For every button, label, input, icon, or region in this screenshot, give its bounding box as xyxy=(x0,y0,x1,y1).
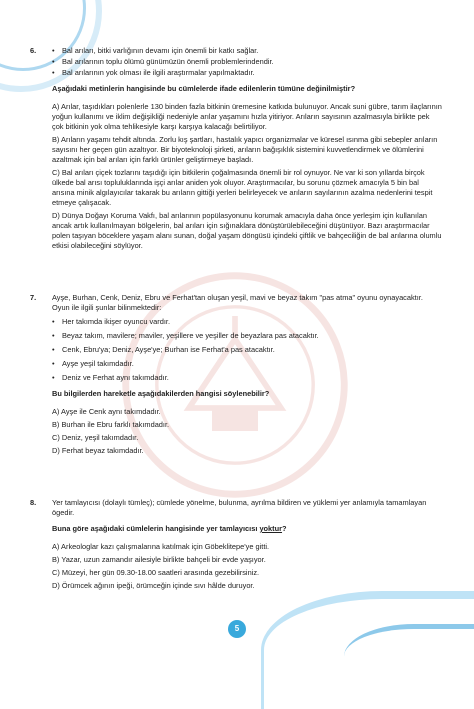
option-a[interactable] xyxy=(52,102,442,132)
question-number: 8. xyxy=(30,498,37,507)
question-7-intro: Ayşe, Burhan, Cenk, Deniz, Ebru ve Ferhat'tan oluşan yeşil, mavi ve beyaz takım "pas atma" oyunu oynayacaktır. Oyun ile ilgili şunlar bilinmektedir: xyxy=(52,293,423,312)
option-label: D) xyxy=(52,211,60,220)
question-8-stem xyxy=(52,524,442,534)
option-d[interactable] xyxy=(52,581,442,591)
option-c[interactable] xyxy=(52,168,442,208)
question-7-bullets xyxy=(52,317,442,383)
option-text: Yazar, uzun zamandır ailesiyle birlikte bahçeli bir evde yaşıyor. xyxy=(61,555,266,564)
question-6-stem: Aşağıdaki metinlerin hangisinde bu cümlelerde ifade edilenlerin tümüne değinilmiştir? xyxy=(52,84,356,93)
question-7-stem: Bu bilgilerden hareketle aşağıdakilerden hangisi söylenebilir? xyxy=(52,389,270,398)
option-d[interactable] xyxy=(52,446,442,456)
bullet-item: • Beyaz takım, mavilere; maviler, yeşillere ve yeşiller de beyazlara pas atacaktır. xyxy=(52,331,442,341)
option-text: Müzeyi, her gün 09.30-18.00 saatleri arasında gezebilirsiniz. xyxy=(61,568,260,577)
option-text: Örümcek ağının ipeği, örümceğin içinde sıvı hâlde duruyor. xyxy=(61,581,255,590)
option-text: Dünya Doğayı Koruma Vakfı, bal arılarının popülasyonunu korumak amacıyla daha önce yerleşim için kullanılan ancak artık kullanılmayan bölgelerin, bal arıları için sığınaklara dönüştürülebileceğini düşünüyor. Bazı araştırmacılar polen taşıyan böceklere yaşam alanı sunan, doğal yaşam döngüsü içindeki çiftlik ve bahçeciliğin de bal arılarına olumlu etkisi olabileceğini söylüyor. xyxy=(52,211,442,250)
corner-decoration-bottom-right-inner xyxy=(344,624,474,689)
question-8 xyxy=(30,498,442,591)
option-label: A) xyxy=(52,102,60,111)
question-number: 7. xyxy=(30,293,37,302)
option-label: C) xyxy=(52,168,60,177)
question-6-bullets xyxy=(52,46,442,78)
question-6 xyxy=(30,46,442,251)
option-a[interactable] xyxy=(52,407,442,417)
option-text: Arılar, taşıdıkları polenlerle 130 binden fazla bitkinin üremesine katkıda bulunuyor. Ancak suni gübre, tarım ilaçlarının yoğun kullanımı ve iklim değişikliği nedeniyle arılar yaşamını hızla yitiriyor. Arıların sayısının azalmasıyla birlikte pek çok bitkinin yok olma tehlikesiyle karşı karşıya kalacağı belirtiliyor. xyxy=(52,102,442,131)
option-text: Arıların yaşamı tehdit altında. Zorlu kış şartları, hastalık yapıcı organizmalar ve küresel ısınma gibi sebepler arıların sayısını her geçen gün azaltıyor. Bir biyoteknoloji şirketi, arıların bağışıklık sistemini kuvvetlendirmek ve ölümlerini azaltmak için bal arıları için farklı ürünler geliştirmeye başladı. xyxy=(52,135,438,164)
exam-page-content xyxy=(30,46,442,594)
option-c[interactable] xyxy=(52,568,442,578)
bullet-item: • Bal arılarının yok olması ile ilgili araştırmalar yapılmaktadır. xyxy=(52,68,442,78)
option-text: Ayşe ile Cenk aynı takımdadır. xyxy=(61,407,161,416)
option-b[interactable] xyxy=(52,555,442,565)
option-label: D) xyxy=(52,581,60,590)
option-text: Bal arıları çiçek tozlarını taşıdığı için bitkilerin çoğalmasında önemli bir rol oynuyor. Ne var ki son yıllarda birçok ülkede bal arısı topluluklarında işçi arılar aniden yok oluyor. Araştırmacılar, bu sorunu çözmek amacıyla 5 bin bal arısına minik algılayıcılar takarak bu arıların gittiği yerleri belirleyecek ve arıların sayılarının azalma nedenlerini tespit etmeye çalışacak. xyxy=(52,168,433,207)
stem-end: ? xyxy=(282,524,287,533)
option-text: Ferhat beyaz takımdadır. xyxy=(61,446,144,455)
option-label: B) xyxy=(52,555,60,564)
option-label: A) xyxy=(52,407,60,416)
stem-text: Buna göre aşağıdaki cümlelerin hangisinde yer tamlayıcısı xyxy=(52,524,260,533)
bullet-item: • Bal arıları, bitki varlığının devamı için önemli bir katkı sağlar. xyxy=(52,46,442,56)
option-label: C) xyxy=(52,568,60,577)
option-c[interactable] xyxy=(52,433,442,443)
option-label: C) xyxy=(52,433,60,442)
option-text: Deniz, yeşil takımdadır. xyxy=(61,433,139,442)
option-label: A) xyxy=(52,542,60,551)
option-text: Arkeologlar kazı çalışmalarına katılmak için Göbeklitepe'ye gitti. xyxy=(61,542,270,551)
page-number: 5 xyxy=(228,620,246,638)
bullet-item: • Ayşe yeşil takımdadır. xyxy=(52,359,442,369)
bullet-item: • Cenk, Ebru'ya; Deniz, Ayşe'ye; Burhan ise Ferhat'a pas atacaktır. xyxy=(52,345,442,355)
question-8-intro: Yer tamlayıcısı (dolaylı tümleç); cümlede yönelme, bulunma, ayrılma bildiren ve yüklemi yer anlamıyla tamamlayan ögedir. xyxy=(52,498,427,517)
option-a[interactable] xyxy=(52,542,442,552)
option-text: Burhan ile Ebru farklı takımdadır. xyxy=(61,420,170,429)
question-number: 6. xyxy=(30,46,37,55)
bullet-item: • Deniz ve Ferhat aynı takımdadır. xyxy=(52,373,442,383)
option-b[interactable] xyxy=(52,420,442,430)
bullet-item: • Bal arılarının toplu ölümü günümüzün önemli problemlerindendir. xyxy=(52,57,442,67)
bullet-item: • Her takımda ikişer oyuncu vardır. xyxy=(52,317,442,327)
option-label: B) xyxy=(52,420,60,429)
stem-emphasis: yoktur xyxy=(259,524,283,533)
question-7 xyxy=(30,293,442,456)
option-b[interactable] xyxy=(52,135,442,165)
option-d[interactable] xyxy=(52,211,442,251)
option-label: D) xyxy=(52,446,60,455)
option-label: B) xyxy=(52,135,60,144)
